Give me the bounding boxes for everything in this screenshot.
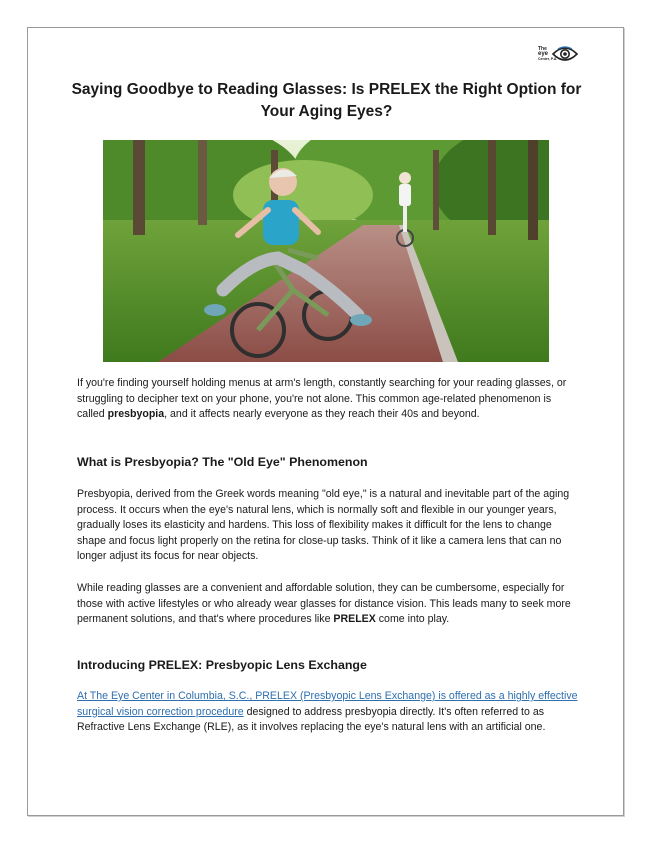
reading-glasses-paragraph: While reading glasses are a convenient and affordable solution, they can be cumbersome, especially for those with active lifestyles or who already wear glasses for distance vision. This leads many to seek more permanent solutions, and that's where procedures like PRELEX come into play. [77, 582, 571, 625]
document-page [27, 27, 624, 816]
logo-text: The eye Center, P.A. [538, 46, 558, 61]
hero-photo-cyclists [103, 140, 549, 362]
intro-paragraph: If you're finding yourself holding menus at arm's length, constantly searching for your reading glasses, or struggling to decipher text on your phone, you're not alone. This common age-related phenomenon is called presbyopia, and it affects nearly everyone as they reach their 40s and beyond. [77, 377, 567, 420]
eye-center-link[interactable]: At The Eye Center in Columbia, S.C., PRELEX (Presbyopic Lens Exchange) is offered as a highly effective surgical vision correction procedure [77, 690, 578, 718]
photo-image [103, 140, 549, 362]
article-title: Saying Goodbye to Reading Glasses: Is PRELEX the Right Option for Your Aging Eyes? [71, 81, 582, 120]
section-heading-prelex: Introducing PRELEX: Presbyopic Lens Exchange [77, 658, 367, 672]
eye-icon [552, 45, 578, 63]
prelex-term: PRELEX [333, 613, 376, 625]
presbyopia-paragraph: Presbyopia, derived from the Greek words meaning "old eye," is a natural and inevitable part of the aging process. It occurs when the eye's natural lens, which is normally soft and flexible in our younger years, gradually loses its elasticity and hardens. This loss of flexibility makes it difficult for the lens to change shape and focus light properly on the retina for close-up tasks. Think of it like a camera lens that can no longer adjust its focus for near objects. [77, 488, 570, 562]
section-heading-presbyopia: What is Presbyopia? The "Old Eye" Phenomenon [77, 455, 368, 469]
prelex-paragraph: At The Eye Center in Columbia, S.C., PRELEX (Presbyopic Lens Exchange) is offered as a highly effective surgical vision correction procedure designed to address presbyopia directly. It's often referred to as Refractive Lens Exchange (RLE), as it involves replacing the eye's natural lens with an artificial one. [77, 690, 578, 733]
presbyopia-term: presbyopia [107, 408, 165, 420]
eye-center-logo [538, 45, 580, 69]
